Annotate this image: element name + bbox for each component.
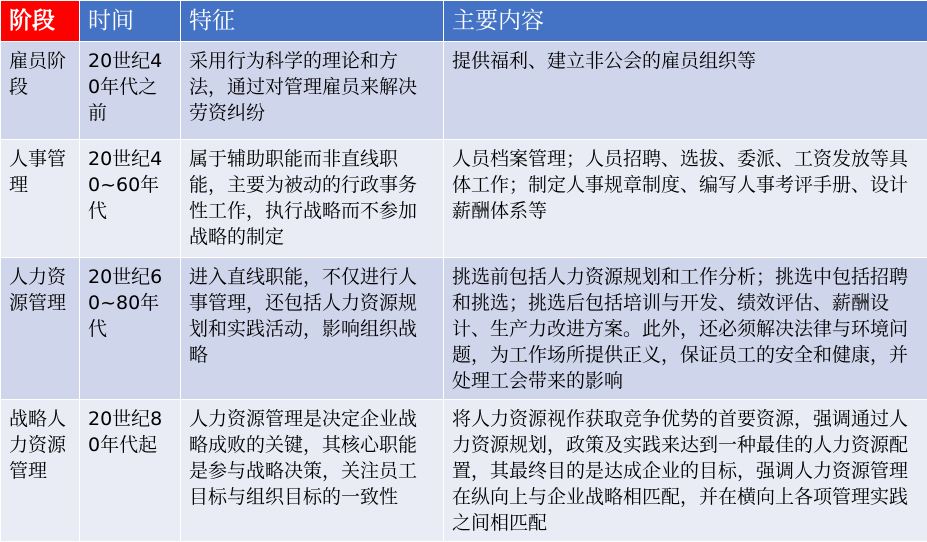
header-stage: 阶段	[1, 1, 80, 42]
stage-cell: 人事管理	[1, 140, 80, 258]
table-row	[1, 258, 927, 400]
header-row	[1, 1, 927, 42]
content-cell: 人员档案管理；人员招聘、选拔、委派、工资发放等具体工作；制定人事规章制度、编写人事考评手册、设计薪酬体系等	[444, 140, 927, 258]
table-row	[1, 400, 927, 542]
period-cell: 20世纪60~80年代	[80, 258, 181, 400]
period-cell: 20世纪40~60年代	[80, 140, 181, 258]
feature-cell: 进入直线职能，不仅进行人事管理，还包括人力资源规划和实践活动，影响组织战略	[181, 258, 444, 400]
stage-cell: 人力资源管理	[1, 258, 80, 400]
feature-cell: 人力资源管理是决定企业战略成败的关键，其核心职能是参与战略决策，关注员工目标与组织目标的一致性	[181, 400, 444, 542]
table-row	[1, 140, 927, 258]
feature-cell: 属于辅助职能而非直线职能，主要为被动的行政事务性工作，执行战略而不参加战略的制定	[181, 140, 444, 258]
stage-cell: 战略人力资源管理	[1, 400, 80, 542]
header-content: 主要内容	[444, 1, 927, 42]
header-feature: 特征	[181, 1, 444, 42]
content-cell: 将人力资源视作获取竞争优势的首要资源，强调通过人力资源规划，政策及实践来达到一种最佳的人力资源配置，其最终目的是达成企业的目标，强调人力资源管理在纵向上与企业战略相匹配，并在横向上各项管理实践之间相匹配	[444, 400, 927, 542]
stage-cell: 雇员阶段	[1, 42, 80, 140]
content-cell: 提供福利、建立非公会的雇员组织等	[444, 42, 927, 140]
period-cell: 20世纪40年代之前	[80, 42, 181, 140]
period-cell: 20世纪80年代起	[80, 400, 181, 542]
header-period: 时间	[80, 1, 181, 42]
table-row	[1, 42, 927, 140]
feature-cell: 采用行为科学的理论和方法，通过对管理雇员来解决劳资纠纷	[181, 42, 444, 140]
content-cell: 挑选前包括人力资源规划和工作分析；挑选中包括招聘和挑选；挑选后包括培训与开发、绩效评估、薪酬设计、生产力改进方案。此外，还必须解决法律与环境问题，为工作场所提供正义，保证员工的安全和健康，并处理工会带来的影响	[444, 258, 927, 400]
